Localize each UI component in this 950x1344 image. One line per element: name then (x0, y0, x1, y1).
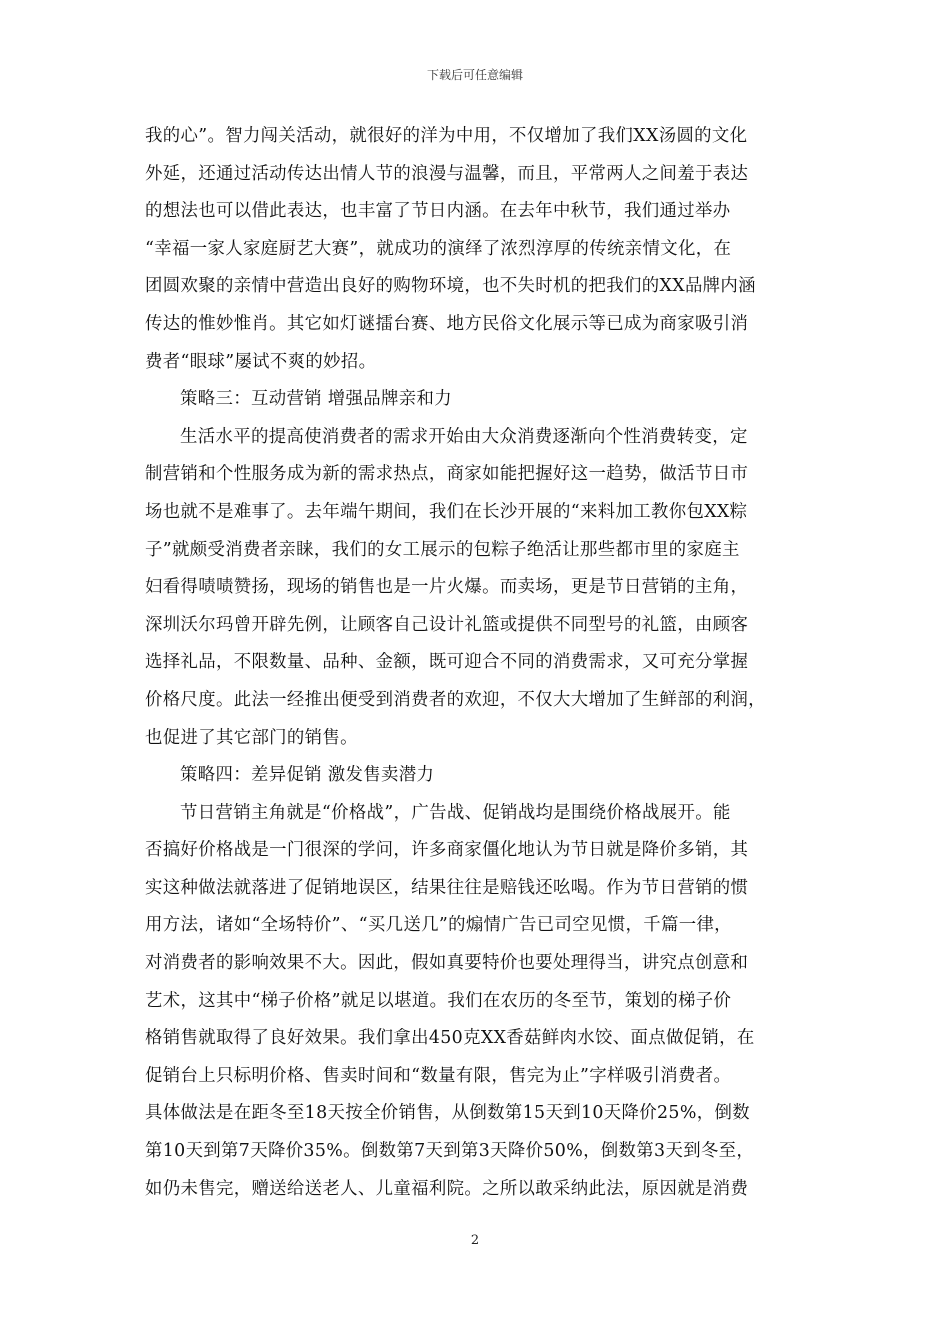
page-number: 2 (470, 1233, 480, 1248)
text-line: 生活水平的提高使消费者的需求开始由大众消费逐渐向个性消费转变，定 (180, 426, 748, 447)
document-body (145, 118, 807, 1208)
text-line: 艺术，这其中“梯子价格”就足以堪道。我们在农历的冬至节，策划的梯子价 (145, 990, 732, 1011)
text-line: 用方法，诸如“全场特价”、“买几送几”的煽情广告已司空见惯，千篇一律， (145, 915, 732, 936)
text-line: 价格尺度。此法一经推出便受到消费者的欢迎，不仅大大增加了生鲜部的利润， (145, 689, 766, 710)
text-line: 如仍未售完，赠送给送老人、儿童福利院。之所以敢采纳此法，原因就是消费 (145, 1178, 749, 1199)
text-line: 对消费者的影响效果不大。因此，假如真要特价也要处理得当，讲究点创意和 (145, 953, 749, 974)
text-line: 团圆欢聚的亲情中营造出良好的购物环境，也不失时机的把我们的XX品牌内涵 (145, 276, 756, 297)
text-line: 费者“眼球”屡试不爽的妙招。 (145, 351, 377, 372)
text-line: 深圳沃尔玛曾开辟先例，让顾客自己设计礼篮或提供不同型号的礼篮，由顾客 (145, 614, 749, 635)
text-line: 节日营销主角就是“价格战”，广告战、促销战均是围绕价格战展开。能 (180, 802, 731, 823)
text-line: 促销台上只标明价格、售卖时间和“数量有限，售完为止”字样吸引消费者。 (145, 1065, 732, 1086)
text-line: 制营销和个性服务成为新的需求热点，商家如能把握好这一趋势，做活节日市 (145, 464, 749, 485)
text-line: 实这种做法就落进了促销地误区，结果往往是赔钱还吆喝。作为节日营销的惯 (145, 877, 749, 898)
text-line: 子”就颇受消费者亲睐，我们的女工展示的包粽子绝活让那些都市里的家庭主 (145, 539, 740, 560)
text-line: “幸福一家人家庭厨艺大赛”，就成功的演绎了浓烈淳厚的传统亲情文化，在 (145, 238, 732, 259)
text-line: 具体做法是在距冬至18天按全价销售，从倒数第15天到10天降价25%，倒数 (145, 1103, 750, 1124)
text-line: 外延，还通过活动传达出情人节的浪漫与温馨，而且，平常两人之间羞于表达 (145, 163, 749, 184)
text-line: 选择礼品，不限数量、品种、金额，既可迎合不同的消费需求，又可充分掌握 (145, 652, 749, 673)
text-line: 策略四：差异促销 激发售卖潜力 (180, 765, 435, 786)
text-line: 也促进了其它部门的销售。 (145, 727, 358, 748)
text-line: 场也就不是难事了。去年端午期间，我们在长沙开展的“来料加工教你包XX粽 (145, 501, 748, 522)
text-line: 策略三：互动营销 增强品牌亲和力 (180, 389, 452, 410)
text-line: 第10天到第7天降价35%。倒数第7天到第3天降价50%，倒数第3天到冬至， (145, 1141, 755, 1162)
text-line: 妇看得啧啧赞扬，现场的销售也是一片火爆。而卖场，更是节日营销的主角， (145, 577, 749, 598)
text-line: 我的心”。智力闯关活动，就很好的洋为中用，不仅增加了我们XX汤圆的文化 (145, 126, 748, 146)
page-header-note: 下载后可任意编辑 (426, 68, 523, 82)
text-line: 否搞好价格战是一门很深的学问，许多商家僵化地认为节日就是降价多销，其 (145, 840, 749, 861)
text-line: 的想法也可以借此表达，也丰富了节日内涵。在去年中秋节，我们通过举办 (145, 201, 731, 222)
text-line: 传达的惟妙惟肖。其它如灯谜擂台赛、地方民俗文化展示等已成为商家吸引消 (145, 313, 749, 334)
text-line: 格销售就取得了良好效果。我们拿出450克XX香菇鲜肉水饺、面点做促销，在 (145, 1028, 755, 1049)
